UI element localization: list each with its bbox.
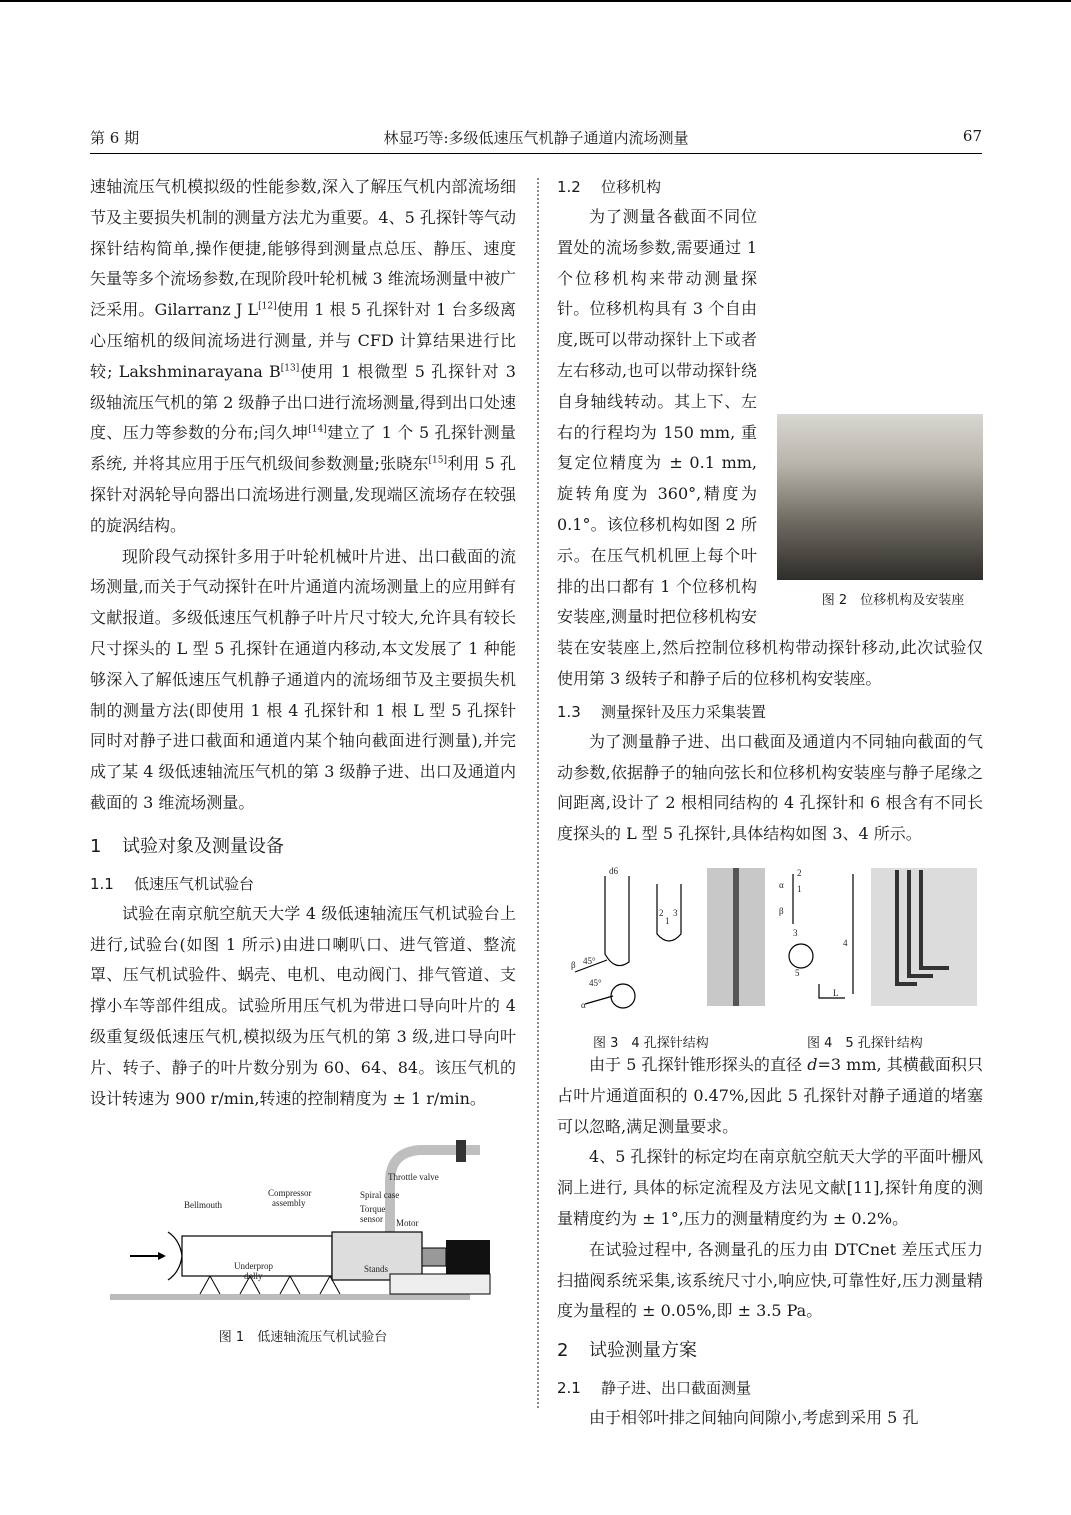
citation-12[interactable]: [12]: [258, 301, 277, 312]
label-compressor-2: assembly: [272, 1198, 306, 1209]
underprop-dolly: [200, 1276, 340, 1294]
five-hole-probe-photo: [871, 868, 977, 1006]
section-2-1-heading: 2.1 静子进、出口截面测量: [557, 1379, 752, 1398]
figure-4-caption: 图 4 5 孔探针结构: [807, 1035, 923, 1051]
paragraph-present: 现阶段气动探针多用于叶轮机械叶片进、出口截面的流场测量,而关于气动探针在叶片通道内流场测量上的应用鲜有文献报道。多级低速压气机静子叶片尺寸较大,允许具有较长尺寸探头的 L 型 5 孔探针在通道内移动,本文发展了 1 种能够深入了解低速压气机静子通道内的流场细节及主要损失机制的测量方法(即使用 1 根 4 孔探针和 1 根 L 型 5 孔探针同时对静子进口截面和通道内某个轴向截面进行测量),并完成了某 4 级低速轴流压气机的第 3 级静子进、出口及通道内截面的 3 维流场测量。: [90, 546, 516, 812]
left-column: [90, 172, 516, 1346]
figure-1: [90, 1132, 516, 1346]
label-throttle: Throttle valve: [388, 1172, 439, 1183]
column-divider: [537, 178, 539, 1408]
label-spiral: Spiral case: [360, 1190, 400, 1201]
page-number: 67: [962, 127, 982, 145]
paragraph-traverse: 图 2 位移机构及安装座 为了测量各截面不同位置处的流场参数,需要通过 1 个位移机构来带动测量探针。位移机构具有 3 个自由度,既可以带动探针上下或者左右移动,也可以带动探针绕自身轴线转动。其上下、左右的行程均为 150 mm, 重复定位精度为 ± 0.1 mm, 旋转角度为 360°,精度为 0.1°。该位移机构如图 2 所示。在压气机机匣上每个叶排的出口都有 1 个位移机构安装座,测量时把位移机构安装在安装座上,然后控制位移机构带动探针移动,此次试验仅使用第 3 级转子和静子后的位移机构安装座。: [557, 207, 983, 688]
figure-2: [771, 414, 983, 617]
running-title: 林显巧等:多级低速压气机静子通道内流场测量: [383, 129, 689, 147]
section-1-3-heading: 1.3 测量探针及压力采集装置: [557, 702, 767, 721]
label-hole-3: 3: [673, 907, 678, 918]
label-torque-1: Torque: [360, 1204, 386, 1215]
throttle-valve: [456, 1140, 466, 1162]
issue-number: 第 6 期: [90, 129, 140, 147]
motor: [446, 1240, 490, 1274]
paragraph-blockage: 由于 5 孔探针锥形探头的直径 d=3 mm, 其横截面积只占叶片通道面积的 0.47%,因此 5 孔探针对静子通道的堵塞可以忽略,满足测量要求。: [557, 1054, 983, 1136]
running-header: [90, 127, 982, 151]
label-hole-2: 2: [659, 907, 664, 918]
figure-1-caption: 图 1 低速轴流压气机试验台: [218, 1330, 388, 1346]
section-2-heading: 2 试验测量方案: [557, 1340, 697, 1362]
paragraph-testrig: 试验在南京航空航天大学 4 级低速轴流压气机试验台上进行,试验台(如图 1 所示)由进口喇叭口、进气管道、整流罩、压气机试验件、蜗壳、电机、电动阀门、排气管道、支撑小车等部件组成。试验所用压气机为带进口导向叶片的 4 级重复级低速压气机,模拟级为压气机的第 3 级,进口导向叶片、转子、静子的叶片数分别为 60、64、84。该压气机的设计转速为 900 r/min,转速的控制精度为 ± 1 r/min。: [90, 903, 516, 1108]
label-alpha-3: α: [581, 999, 586, 1010]
label-hole-3-4: 3: [793, 927, 798, 938]
label-alpha-4: α: [779, 879, 784, 890]
figure-2-caption: 图 2 位移机构及安装座: [821, 593, 965, 608]
paragraph-probes: 为了测量静子进、出口截面及通道内不同轴向截面的气动参数,依据静子的轴向弦长和位移机构安装座与静子尾缘之间距离,设计了 2 根相同结构的 4 孔探针和 6 根含有不同长度探头的 L 型 5 孔探针,具体结构如图 3、4 所示。: [557, 731, 983, 844]
probe-structure-diagrams: [557, 864, 983, 1014]
label-hole-4-4: 4: [843, 937, 848, 948]
label-45-b: 45°: [589, 977, 602, 988]
header-rule: [90, 153, 982, 154]
label-beta-4: β: [779, 905, 784, 916]
stands: [390, 1274, 490, 1294]
label-hole-1-4: 1: [797, 883, 802, 894]
paragraph-scanner: 在试验过程中, 各测量孔的压力由 DTCnet 差压式压力扫描阀系统采集,该系统尺寸小,响应快,可靠性好,压力测量精度为量程的 ± 0.05%,即 ± 3.5 Pa。: [557, 1239, 983, 1321]
section-1-1-heading: 1.1 低速压气机试验台: [90, 874, 255, 893]
inlet-arrow-head: [158, 1252, 166, 1260]
traverse-photo: [777, 414, 983, 580]
label-hole-1: 1: [665, 915, 670, 926]
label-torque-2: sensor: [360, 1214, 383, 1225]
label-bellmouth: Bellmouth: [184, 1200, 222, 1211]
top-border: [0, 0, 1071, 2]
paragraph-calibration: 4、5 孔探针的标定均在南京航空航天大学的平面叶栅风洞上进行, 具体的标定流程及方法见文献[11],探针角度的测量精度约为 ± 1°,压力的测量精度约为 ± 0.2%。: [557, 1147, 983, 1228]
label-45-a: 45°: [583, 955, 596, 966]
label-stands: Stands: [364, 1264, 389, 1275]
section-1-2-heading: 1.2 位移机构: [557, 178, 662, 196]
right-column: [557, 172, 983, 1434]
citation-15[interactable]: [15]: [428, 455, 447, 466]
test-rig-diagram: [90, 1132, 516, 1308]
label-length-4: L: [833, 987, 839, 998]
label-underprop-1: Underprop: [234, 1261, 273, 1272]
citation-14[interactable]: [14]: [308, 425, 327, 436]
label-beta-3: β: [571, 959, 576, 970]
label-underprop-2: dolly: [244, 1271, 263, 1282]
paragraph-scheme: 由于相邻叶排之间轴向间隙小,考虑到采用 5 孔: [589, 1408, 919, 1428]
figure-3-caption: 图 3 4 孔探针结构: [593, 1035, 709, 1051]
label-hole-5-4: 5: [795, 967, 800, 978]
label-hole-2-4: 2: [797, 867, 802, 878]
ground-base: [110, 1294, 470, 1300]
paragraph-intro: 速轴流压气机模拟级的性能参数,深入了解压气机内部流场细节及主要损失机制的测量方法尤为重要。4、5 孔探针等气动探针结构简单,操作便捷,能够得到测量点总压、静压、速度矢量等多个流场参数,在现阶段叶轮机械 3 维流场测量中被广泛采用。Gilarranz J L[12]使用 1 根 5 孔探针对 1 台多级离心压缩机的级间流场进行测量, 并与 CFD 计算结果进行比较; Lakshminarayana B[13]使用 1 根微型 5 孔探针对 3 级轴流压气机的第 2 级静子出口进行流场测量,得到出口处速度、压力等参数的分布;闫久坤[14]建立了 1 个 5 孔探针测量系统, 并将其应用于压气机级间参数测量;张晓东[15]利用 5 孔探针对涡轮导向器出口流场进行测量,发现端区流场存在较强的旋涡结构。: [90, 177, 516, 535]
label-compressor-1: Compressor: [268, 1188, 312, 1199]
citation-13[interactable]: [13]: [280, 363, 300, 374]
label-d6: d6: [609, 865, 618, 876]
four-hole-probe-drawing: [575, 876, 681, 1008]
label-motor: Motor: [396, 1218, 419, 1229]
bellmouth-shape: [168, 1232, 182, 1280]
section-1-heading: 1 试验对象及测量设备: [90, 835, 284, 857]
torque-sensor: [422, 1248, 446, 1266]
figures-3-4: [557, 864, 983, 1051]
